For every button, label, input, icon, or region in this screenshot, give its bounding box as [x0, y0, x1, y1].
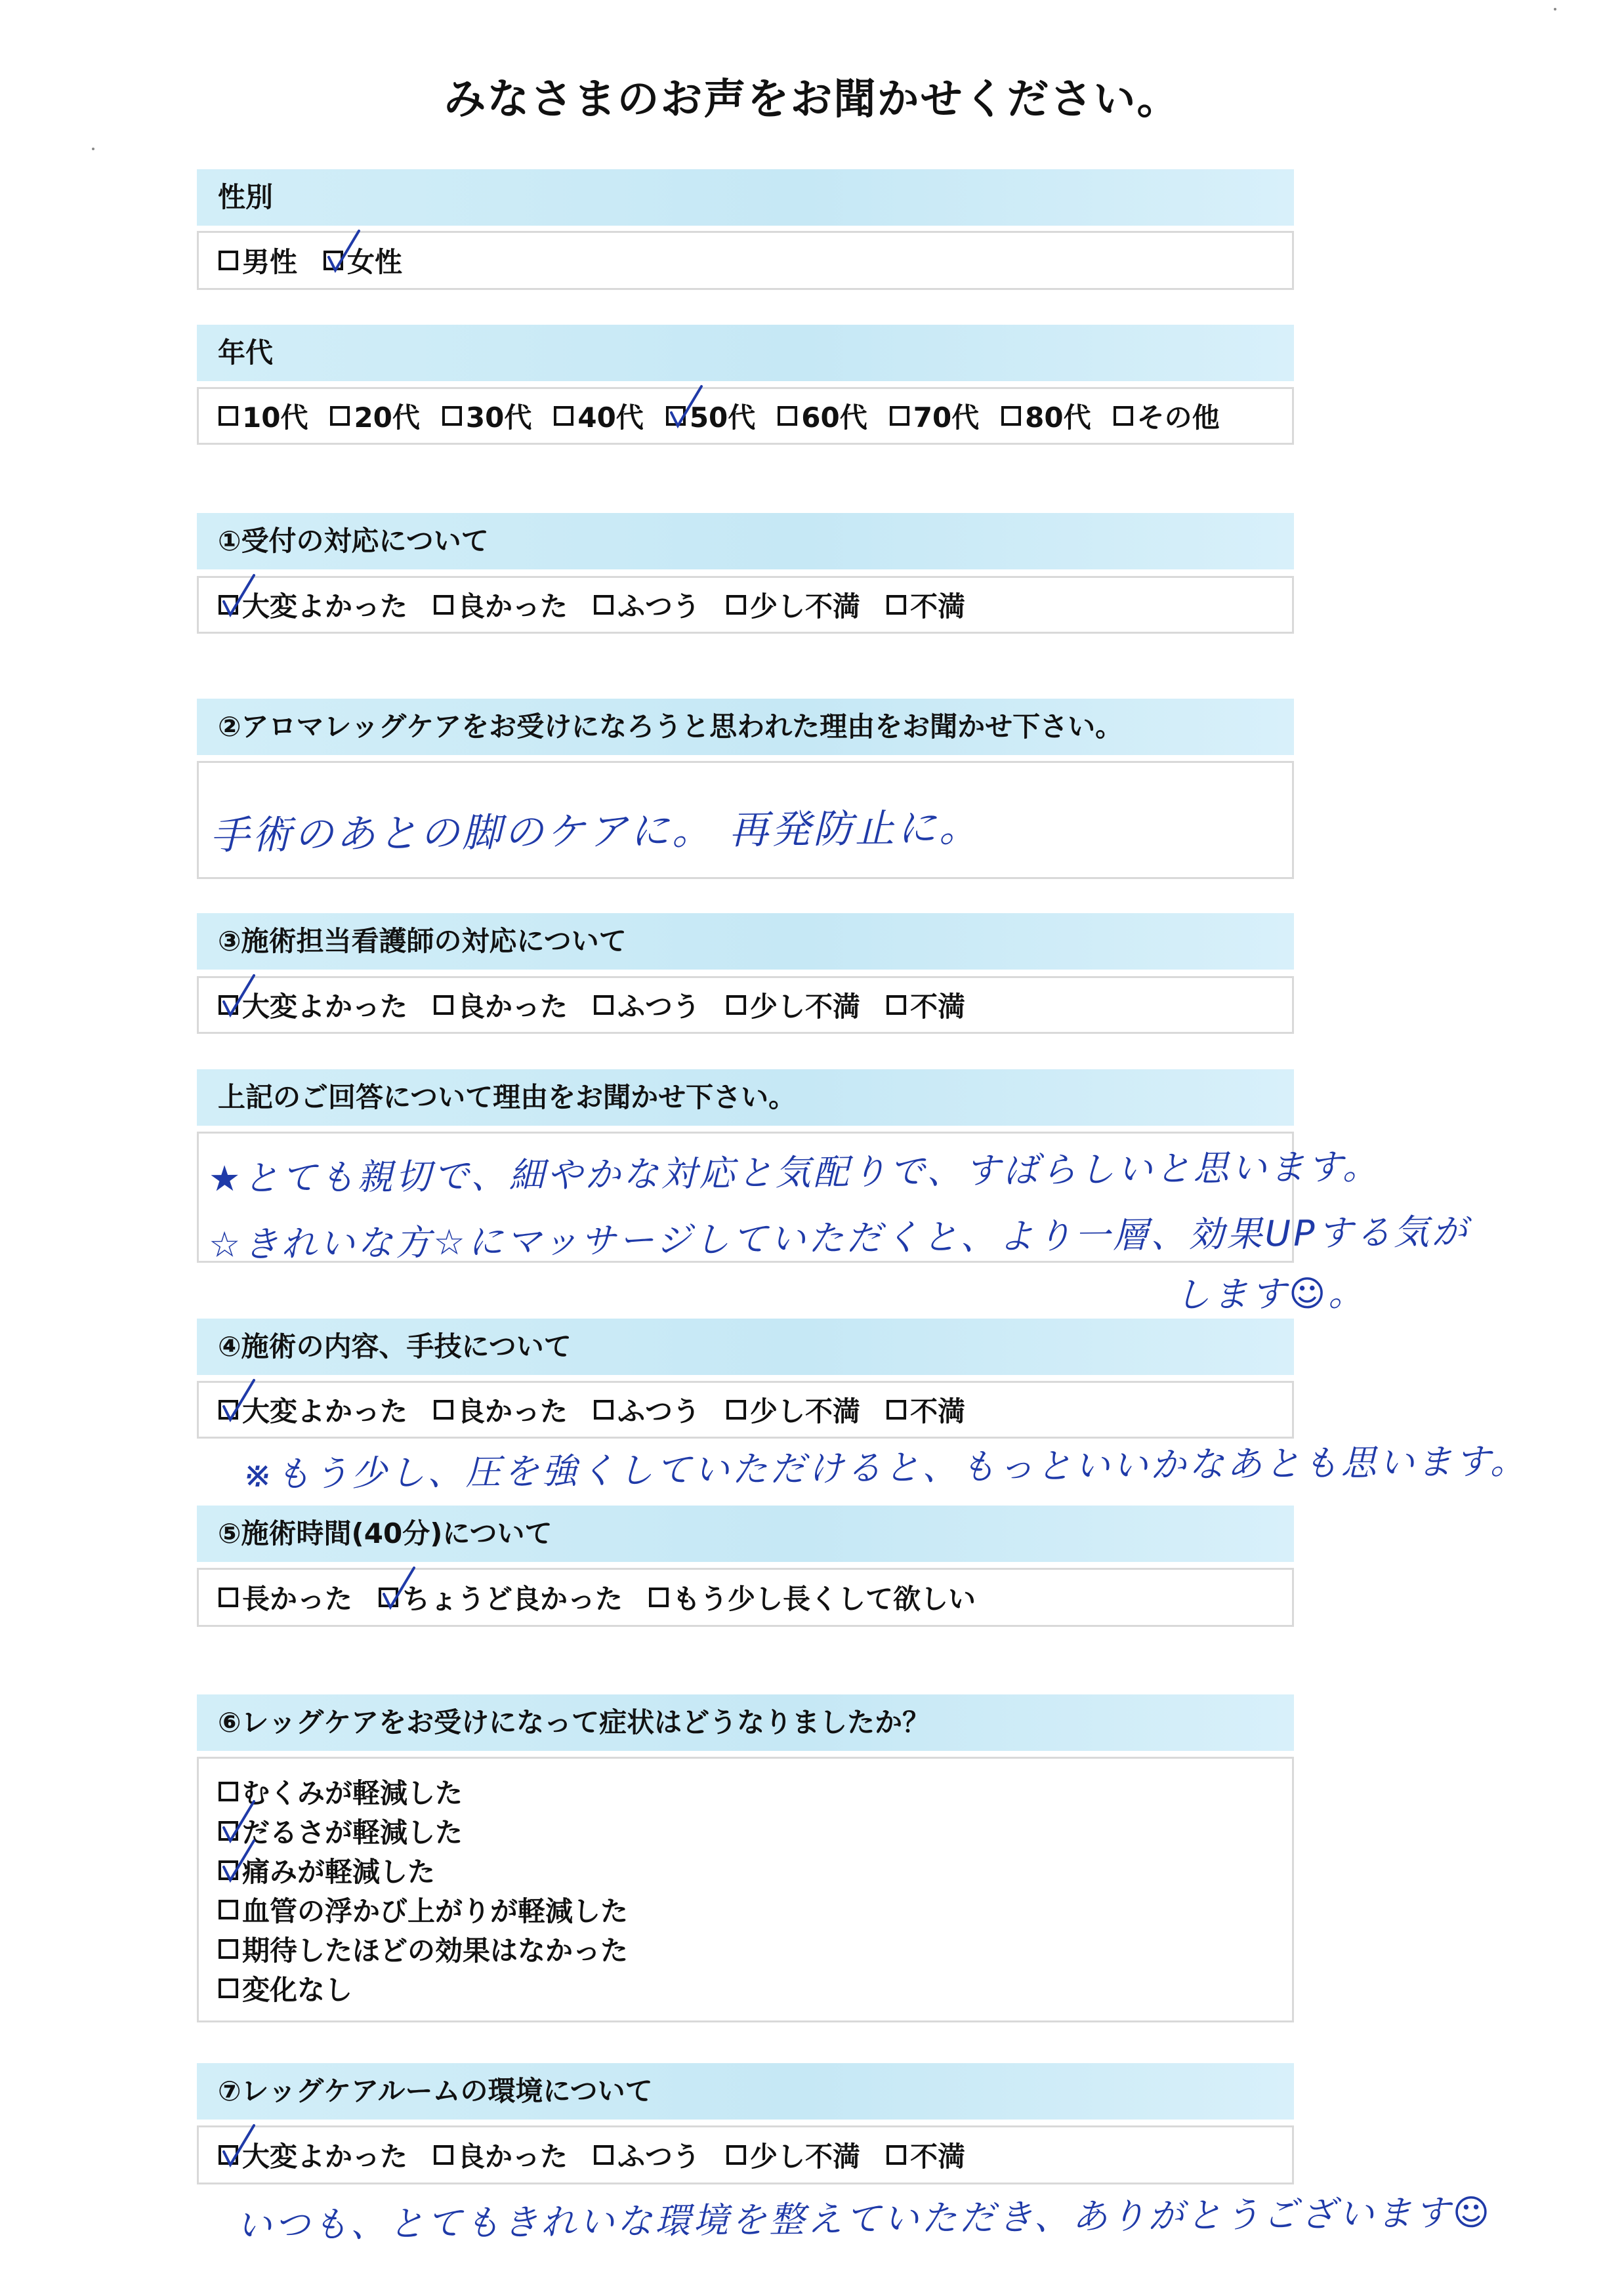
- q7-option[interactable]: [594, 2135, 700, 2175]
- q6-box: [197, 1757, 1294, 2022]
- q1-option[interactable]: [434, 585, 568, 625]
- checkbox[interactable]: [219, 1939, 238, 1959]
- option-label: 大変よかった: [242, 2141, 408, 2173]
- age-options: [219, 389, 1242, 443]
- q4-box: [197, 1381, 1294, 1439]
- option-label: ふつう: [617, 2141, 701, 2173]
- q1-box: [197, 576, 1294, 634]
- gender-box: [197, 231, 1294, 290]
- option-label: その他: [1136, 401, 1220, 434]
- checkbox[interactable]: [442, 406, 462, 426]
- option-label: 痛みが軽減した: [242, 1856, 436, 1888]
- q1-options: [219, 578, 991, 632]
- option-label: 10代: [242, 401, 308, 434]
- q1-heading: ①受付の対応について: [197, 513, 1294, 569]
- gender-option[interactable]: [219, 241, 297, 280]
- option-label: ふつう: [617, 991, 701, 1023]
- option-label: 少し不満: [750, 991, 861, 1023]
- survey-title: みなさまのお声をお聞かせください。: [444, 75, 1180, 124]
- q4-option[interactable]: [219, 1390, 407, 1429]
- q5-box: [197, 1568, 1294, 1627]
- q3-option[interactable]: [886, 985, 965, 1025]
- q2-handwritten-answer: 手術のあとの脚のケアに。 再発防止に。: [209, 804, 982, 859]
- option-label: 少し不満: [750, 2141, 861, 2173]
- q5-options: [219, 1570, 1002, 1625]
- q3-reason-line-1: ★とても親切で、細やかな対応と気配りで、すばらしいと思います。: [208, 1145, 1381, 1200]
- option-label: 不満: [910, 1395, 966, 1427]
- option-label: 期待したほどの効果はなかった: [242, 1935, 629, 1967]
- option-label: ちょうど良かった: [402, 1583, 623, 1615]
- q7-option[interactable]: [434, 2135, 568, 2175]
- age-heading: 年代: [197, 325, 1294, 381]
- option-label: 40代: [577, 401, 644, 434]
- age-option[interactable]: [778, 396, 867, 436]
- q1-option[interactable]: [726, 585, 860, 625]
- q6-heading: ⑥レッグケアをお受けになって症状はどうなりましたか？: [197, 1694, 1294, 1751]
- option-label: もう少し長くして欲しい: [673, 1583, 976, 1615]
- option-label: 70代: [913, 401, 980, 434]
- option-label: 少し不満: [750, 590, 861, 623]
- q4-option[interactable]: [726, 1390, 860, 1429]
- q6-option[interactable]: [219, 1811, 628, 1851]
- checkbox[interactable]: [886, 1400, 906, 1420]
- option-label: 良かった: [457, 1395, 568, 1427]
- q3-option[interactable]: [594, 985, 700, 1025]
- option-label: 50代: [689, 401, 756, 434]
- checkbox[interactable]: [219, 406, 238, 426]
- option-label: むくみが軽減した: [242, 1777, 463, 1809]
- option-label: ふつう: [617, 590, 701, 623]
- checked-checkbox[interactable]: [219, 1860, 238, 1880]
- q3-reason-heading: 上記のご回答について理由をお聞かせ下さい。: [197, 1069, 1294, 1126]
- age-option[interactable]: [666, 396, 755, 436]
- checkbox[interactable]: [726, 595, 746, 615]
- option-label: 良かった: [457, 590, 568, 623]
- checked-checkbox[interactable]: [219, 995, 238, 1015]
- option-label: 不満: [910, 590, 966, 623]
- option-label: 60代: [801, 401, 867, 434]
- check-mark-icon: [220, 2123, 266, 2169]
- q1-option[interactable]: [594, 585, 700, 625]
- check-mark-icon: [325, 228, 371, 274]
- checkbox[interactable]: [594, 1400, 614, 1420]
- q4-options: [219, 1383, 991, 1437]
- q7-handwritten-note: いつも、とてもきれいな環境を整えていただき、ありがとうございます☺: [236, 2191, 1493, 2247]
- checkbox[interactable]: [726, 995, 746, 1015]
- q6-option[interactable]: [219, 1929, 628, 1969]
- scan-speck: [1554, 8, 1556, 10]
- option-label: 80代: [1025, 401, 1091, 434]
- q3-box: [197, 976, 1294, 1034]
- gender-option[interactable]: [323, 241, 402, 280]
- checkbox[interactable]: [1001, 406, 1021, 426]
- option-label: 少し不満: [750, 1395, 861, 1427]
- q1-option[interactable]: [886, 585, 965, 625]
- q5-option[interactable]: [649, 1578, 976, 1617]
- option-label: だるさが軽減した: [242, 1816, 463, 1849]
- q7-options: [219, 2127, 991, 2183]
- age-option[interactable]: [442, 396, 531, 436]
- age-option[interactable]: [890, 396, 979, 436]
- q5-option[interactable]: [219, 1578, 352, 1617]
- checkbox[interactable]: [434, 995, 453, 1015]
- checked-checkbox[interactable]: [379, 1588, 398, 1607]
- checkbox[interactable]: [1114, 406, 1133, 426]
- checkbox[interactable]: [649, 1588, 669, 1607]
- option-label: 良かった: [457, 2141, 568, 2173]
- checkbox[interactable]: [434, 2145, 453, 2165]
- q7-option[interactable]: [886, 2135, 965, 2175]
- checkbox[interactable]: [434, 595, 453, 615]
- q2-heading: ②アロマレッグケアをお受けになろうと思われた理由をお聞かせ下さい。: [197, 699, 1294, 755]
- checked-checkbox[interactable]: [219, 2145, 238, 2165]
- checkbox[interactable]: [219, 251, 238, 270]
- checkbox[interactable]: [330, 406, 350, 426]
- checked-checkbox[interactable]: [219, 595, 238, 615]
- checkbox[interactable]: [886, 2145, 906, 2165]
- checkbox[interactable]: [886, 595, 906, 615]
- check-mark-icon: [667, 384, 713, 430]
- checkbox[interactable]: [554, 406, 573, 426]
- checkbox[interactable]: [594, 995, 614, 1015]
- gender-options: [219, 233, 428, 288]
- gender-heading: 性別: [197, 169, 1294, 226]
- option-label: 良かった: [457, 991, 568, 1023]
- option-label: 不満: [910, 991, 966, 1023]
- check-mark-icon: [380, 1565, 426, 1611]
- checkbox[interactable]: [594, 595, 614, 615]
- q7-option[interactable]: [219, 2135, 407, 2175]
- option-label: 20代: [354, 401, 420, 434]
- checked-checkbox[interactable]: [666, 406, 686, 426]
- age-option[interactable]: [219, 396, 308, 436]
- q4-option[interactable]: [434, 1390, 568, 1429]
- q4-option[interactable]: [594, 1390, 700, 1429]
- option-label: ふつう: [617, 1395, 701, 1427]
- option-label: 30代: [465, 401, 532, 434]
- checkbox[interactable]: [219, 1900, 238, 1919]
- q6-option[interactable]: [219, 1890, 628, 1929]
- q5-heading: ⑤施術時間(40分)について: [197, 1506, 1294, 1562]
- check-mark-icon: [220, 1838, 266, 1884]
- q7-heading: ⑦レッグケアルームの環境について: [197, 2063, 1294, 2120]
- option-label: 大変よかった: [242, 991, 408, 1023]
- checkbox[interactable]: [778, 406, 797, 426]
- q7-option[interactable]: [726, 2135, 860, 2175]
- check-mark-icon: [220, 1378, 266, 1424]
- q3-option[interactable]: [219, 985, 407, 1025]
- checkbox[interactable]: [890, 406, 909, 426]
- option-label: 変化なし: [242, 1974, 353, 2006]
- scan-speck: [92, 148, 94, 150]
- q3-option[interactable]: [726, 985, 860, 1025]
- q6-option[interactable]: [219, 1772, 628, 1811]
- checkbox[interactable]: [219, 1588, 238, 1607]
- check-mark-icon: [220, 573, 266, 619]
- age-option[interactable]: [1001, 396, 1091, 436]
- q7-box: [197, 2125, 1294, 2184]
- checked-checkbox[interactable]: [219, 1400, 238, 1420]
- q6-option[interactable]: [219, 1969, 628, 2008]
- q4-handwritten-note: ※もう少し、圧を強くしていただけると、もっといいかなあとも思います。: [242, 1440, 1529, 1496]
- q4-option[interactable]: [886, 1390, 965, 1429]
- q3-option[interactable]: [434, 985, 568, 1025]
- q3-heading: ③施術担当看護師の対応について: [197, 913, 1294, 970]
- checkbox[interactable]: [726, 2145, 746, 2165]
- option-label: 男性: [242, 246, 298, 278]
- option-label: 血管の浮かび上がりが軽減した: [242, 1895, 629, 1927]
- option-label: 大変よかった: [242, 1395, 408, 1427]
- option-label: 長かった: [242, 1583, 353, 1615]
- age-option[interactable]: [1114, 396, 1220, 436]
- age-option[interactable]: [330, 396, 419, 436]
- option-label: 不満: [910, 2141, 966, 2173]
- q3-reason-line-3: します☺。: [1174, 1272, 1367, 1316]
- checkbox[interactable]: [434, 1400, 453, 1420]
- checkbox[interactable]: [726, 1400, 746, 1420]
- q5-option[interactable]: [379, 1578, 623, 1617]
- option-label: 女性: [347, 246, 403, 278]
- q3-options: [219, 978, 991, 1032]
- age-box: [197, 387, 1294, 445]
- checkbox[interactable]: [219, 1978, 238, 1998]
- age-option[interactable]: [554, 396, 643, 436]
- q1-option[interactable]: [219, 585, 407, 625]
- checkbox[interactable]: [886, 995, 906, 1015]
- q4-heading: ④施術の内容、手技について: [197, 1319, 1294, 1375]
- q6-options: [219, 1772, 628, 2008]
- check-mark-icon: [220, 973, 266, 1019]
- q6-option[interactable]: [219, 1851, 628, 1890]
- option-label: 大変よかった: [242, 590, 408, 623]
- checked-checkbox[interactable]: [323, 251, 343, 270]
- checkbox[interactable]: [594, 2145, 614, 2165]
- q3-reason-line-2: ☆きれいな方☆にマッサージしていただくと、より一層、効果UPする気が: [208, 1210, 1470, 1266]
